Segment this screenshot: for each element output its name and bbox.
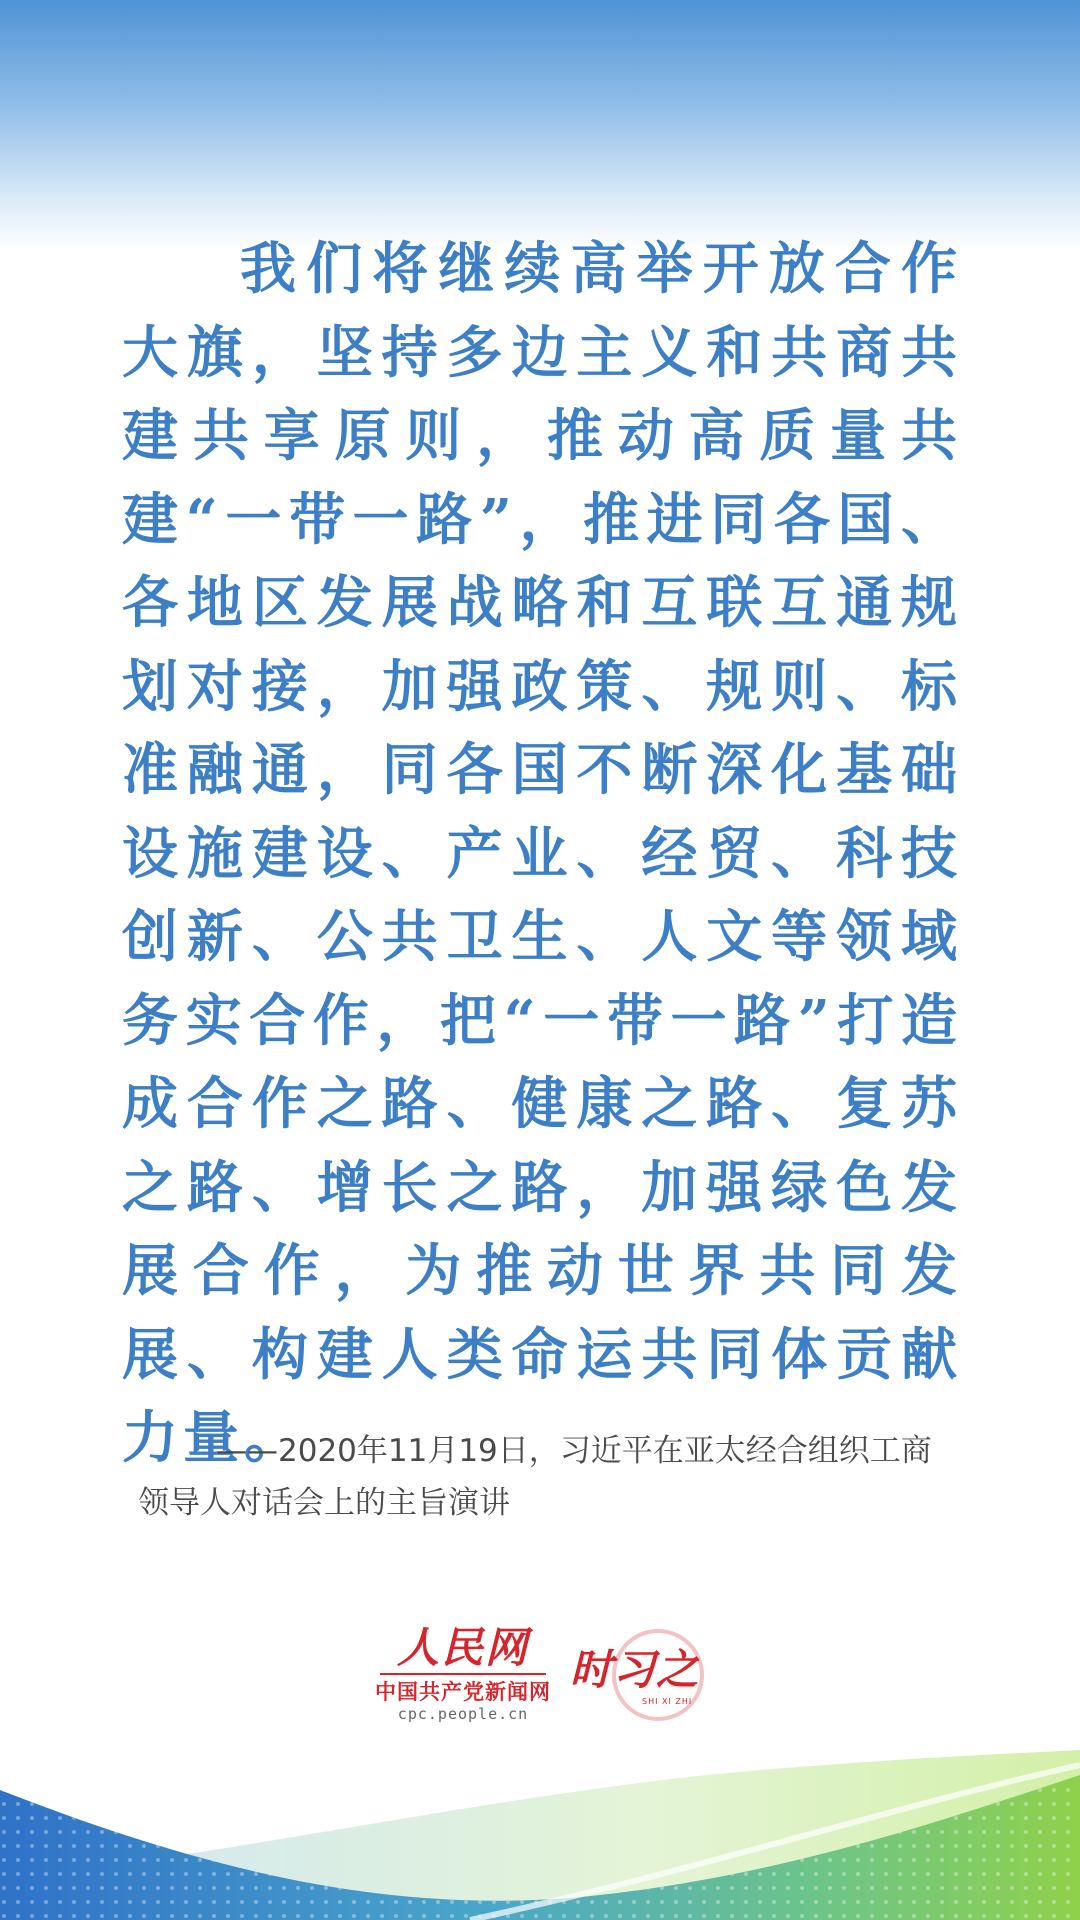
bottom-wave-decoration [0, 1730, 1080, 1920]
people-daily-logo [372, 1625, 554, 1725]
header-gradient-band [0, 0, 1080, 250]
people-logo-name: 中国共产党新闻网 [375, 1680, 551, 1704]
shixizhi-logo-pinyin: SHI XI ZHI [642, 1697, 693, 1706]
shixizhi-logo [570, 1629, 710, 1729]
quote-text: 我们将继续高举开放合作大旗，坚持多边主义和共商共建共享原则，推动高质量共建“一带一路”，推进同各国、各地区发展战略和互联互通规划对接，加强政策、规则、标准融通，同各国不断深化基础设施建设、产业、经贸、科技创新、公共卫生、人文等领域务实合作，把“一带一路”打造成合作之路、健康之路、复苏之路、增长之路，加强绿色发展合作，为推动世界共同发展、构建人类命运共同体贡献力量。 [122, 236, 962, 1471]
people-logo-url: cpc.people.cn [397, 1705, 529, 1723]
logo-group [372, 1625, 712, 1735]
people-logo-mark: 人民网 [396, 1623, 529, 1672]
shixizhi-logo-text: 时习之 [570, 1645, 700, 1694]
people-logo-divider [380, 1673, 546, 1675]
attribution-text: ——2020年11月19日，习近平在亚太经合组织工商领导人对话会上的主旨演讲 [138, 1433, 932, 1521]
